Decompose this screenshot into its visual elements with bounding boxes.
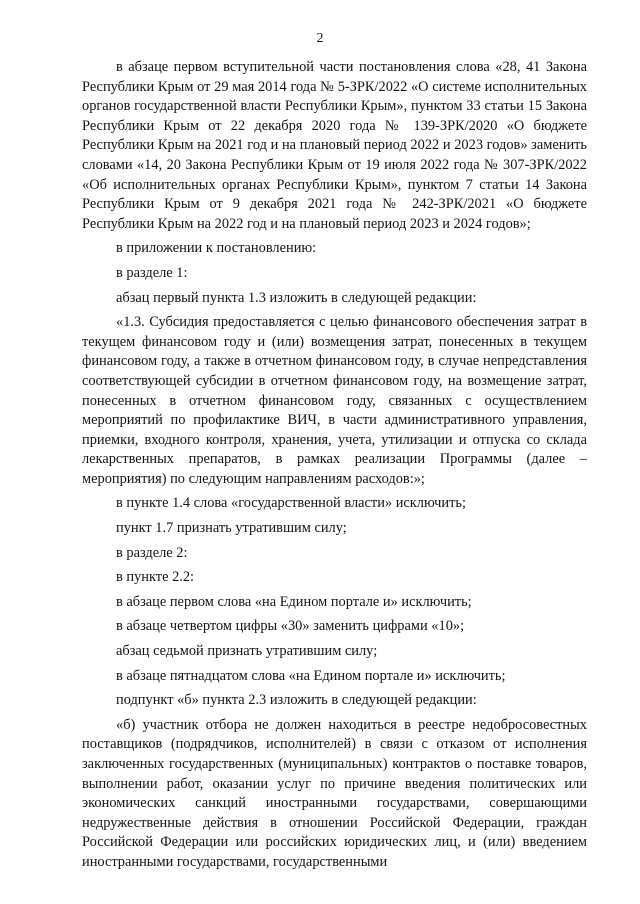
paragraph-seventh-abzac: абзац седьмой признать утратившим силу; bbox=[116, 643, 378, 660]
paragraph-fifteenth-abzac: в абзаце пятнадцатом слова «на Едином портале и» исключить; bbox=[116, 667, 506, 684]
paragraph-subitem-b-header: подпункт «б» пункта 2.3 изложить в следующей редакции: bbox=[116, 692, 477, 709]
paragraph-intro-amendment: в абзаце первом вступительной части постановления слова «28, 41 Закона Республики Крым от 29 мая 2014 года № 5-ЗРК/2022 «О системе исполнительных органов государственной власти Республики Крым», пунктом 33 статьи 15 Закона Республики Крым от 22 декабря 2020 года № 139-ЗРК/2020 «О бюджете Республики Крым на 2021 год и на плановый период 2022 и 2023 годов» заменить словами «14, 20 Закона Республики Крым от 19 июля 2022 года № 307-ЗРК/2022 «Об исполнительных органах Республики Крым», пунктом 7 статьи 14 Закона Республики Крым от 9 декабря 2021 года № 242-ЗРК/2021 «О бюджете Республики Крым на 2022 год и на плановый период 2023 и 2024 годов»; bbox=[82, 59, 587, 232]
paragraph-item-1-3-header: абзац первый пункта 1.3 изложить в следующей редакции: bbox=[116, 289, 477, 306]
paragraph-fourth-abzac: в абзаце четвертом цифры «30» заменить цифрами «10»; bbox=[116, 618, 465, 635]
page-number: 2 bbox=[316, 31, 324, 46]
paragraph-item-1-7: пункт 1.7 признать утратившим силу; bbox=[116, 520, 347, 537]
paragraph-first-abzac: в абзаце первом слова «на Едином портале и» исключить; bbox=[116, 593, 472, 610]
paragraph-appendix: в приложении к постановлению: bbox=[116, 240, 317, 257]
paragraph-section-1: в разделе 1: bbox=[116, 264, 188, 281]
paragraph-item-1-4: в пункте 1.4 слова «государственной власти» исключить; bbox=[116, 495, 466, 512]
paragraph-item-1-3-text: «1.3. Субсидия предоставляется с целью финансового обеспечения затрат в текущем финансовом году и (или) возмещения затрат, понесенных в текущем финансовом году, а также в отчетном финансовом году, в случае непредставления соответствующей субсидии в отчетном финансовом году, на возмещение затрат, понесенных в отчетном финансовом году, связанных с осуществлением мероприятий по профилактике ВИЧ, в части административного управления, приемки, входного контроля, хранения, учета, утилизации и отпуска со склада лекарственных препаратов, в рамках реализации Программы (далее – мероприятия) по следующим направлениям расходов:»; bbox=[82, 314, 587, 487]
document-body bbox=[82, 58, 587, 873]
paragraph-section-2: в разделе 2: bbox=[116, 544, 188, 561]
paragraph-item-2-2: в пункте 2.2: bbox=[116, 569, 195, 586]
paragraph-subitem-b-text: «б) участник отбора не должен находиться в реестре недобросовестных поставщиков (подрядчиков, исполнителей) в связи с отказом от исполнения заключенных государственных (муниципальных) контрактов о поставке товаров, выполнении работ, оказании услуг по причине введения политических или экономических санкций иностранными государствами, совершающими недружественные действия в отношении Российской Федерации, граждан Российской Федерации или российских юридических лиц, и (или) введением иностранными государствами, государственными bbox=[82, 716, 587, 870]
